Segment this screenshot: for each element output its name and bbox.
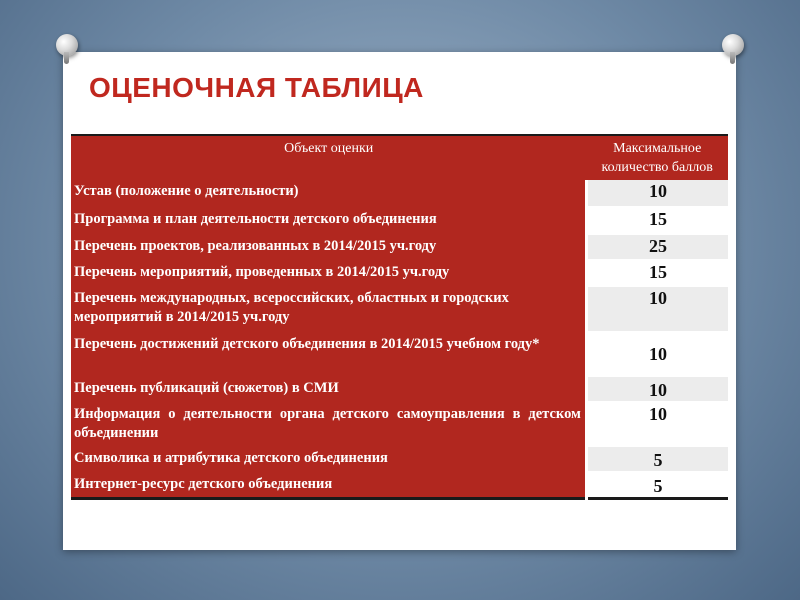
table-row [71,234,728,260]
table-row [71,207,728,234]
row-score: 10 [586,332,728,376]
table-row [71,376,728,402]
pushpin-icon [722,34,744,56]
table-row [71,472,728,498]
row-label: Перечень проектов, реализованных в 2014/2015 уч.году [71,234,586,260]
row-label: Символика и атрибутика детского объединения [71,446,586,472]
score-table [71,134,728,500]
table-row [71,286,728,332]
table-row [71,180,728,207]
row-score: 10 [586,286,728,332]
row-label: Информация о деятельности органа детского самоуправления в детском объединении [71,402,586,446]
table-row [71,446,728,472]
slide-title: ОЦЕНОЧНАЯ ТАБЛИЦА [89,72,424,103]
row-label: Перечень мероприятий, проведенных в 2014/2015 уч.году [71,260,586,286]
header-max-score: Максимальное количество баллов [586,135,728,180]
row-score: 15 [586,207,728,234]
row-score: 5 [586,446,728,472]
table-row [71,332,728,376]
row-label: Перечень международных, всероссийских, областных и городских мероприятий в 2014/2015 уч.году [71,286,586,332]
pushpin-icon [56,34,78,56]
row-score: 25 [586,234,728,260]
header-row [71,135,728,180]
row-score: 10 [586,376,728,402]
row-label: Устав (положение о деятельности) [71,180,586,207]
row-label: Перечень публикаций (сюжетов) в СМИ [71,376,586,402]
row-label: Интернет-ресурс детского объединения [71,472,586,498]
row-score: 15 [586,260,728,286]
table-header [71,135,728,180]
table-row [71,402,728,446]
table-row [71,260,728,286]
header-object: Объект оценки [71,135,586,180]
row-score: 10 [586,180,728,207]
row-score: 5 [586,472,728,498]
table-body [71,180,728,498]
row-score: 10 [586,402,728,446]
row-label: Программа и план деятельности детского объединения [71,207,586,234]
row-label: Перечень достижений детского объединения в 2014/2015 учебном году* [71,332,586,376]
